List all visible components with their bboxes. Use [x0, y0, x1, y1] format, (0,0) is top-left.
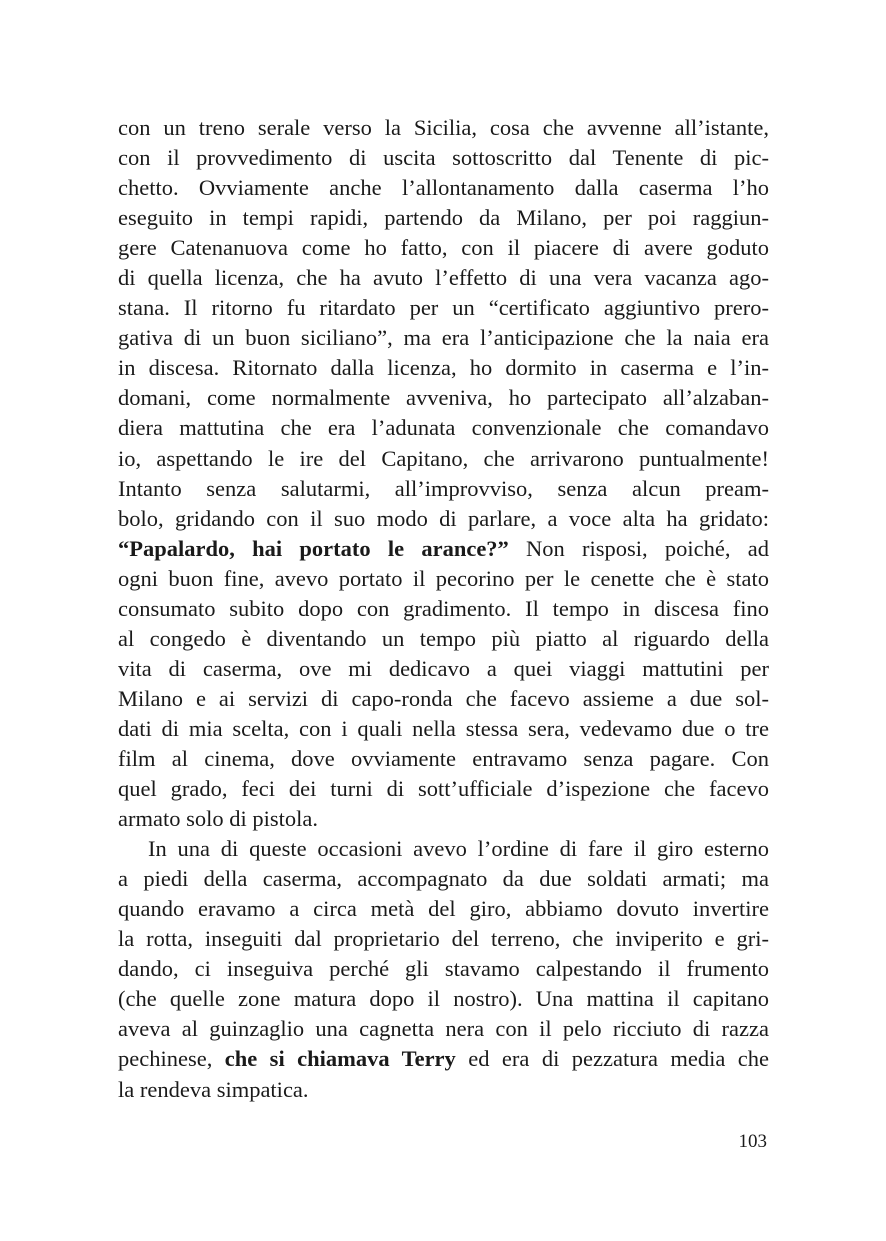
- text-run: la rendeva simpatica.: [118, 1076, 309, 1102]
- text-line: [118, 594, 769, 624]
- text-line: [118, 173, 769, 203]
- text-line: [118, 1075, 769, 1105]
- text-run: in discesa. Ritornato dalla licenza, ho dormito in caserma e l’in-: [118, 355, 769, 381]
- text-line: [118, 263, 769, 293]
- text-line: [118, 203, 769, 233]
- text-line: [118, 744, 769, 774]
- text-line: [118, 804, 769, 834]
- paragraph: [118, 113, 769, 834]
- text-run: diera mattutina che era l’adunata convenzionale che comandavo: [118, 415, 769, 441]
- text-run: a piedi della caserma, accompagnato da due soldati armati; ma: [118, 866, 769, 892]
- text-run: eseguito in tempi rapidi, partendo da Milano, per poi raggiun-: [118, 205, 769, 231]
- text-run: con un treno serale verso la Sicilia, cosa che avvenne all’istante,: [118, 115, 769, 140]
- text-line: [118, 984, 769, 1014]
- text-line: [118, 924, 769, 954]
- text-line: [118, 383, 769, 413]
- text-run: domani, come normalmente avveniva, ho partecipato all’alzaban-: [118, 385, 769, 411]
- text-run: quando eravamo a circa metà del giro, abbiamo dovuto invertire: [118, 896, 769, 922]
- text-line: [118, 774, 769, 804]
- text-line: [118, 233, 769, 263]
- text-run: armato solo di pistola.: [118, 806, 318, 832]
- text-run: aveva al guinzaglio una cagnetta nera con il pelo ricciuto di razza: [118, 1016, 769, 1042]
- text-line: [118, 714, 769, 744]
- text-run: con il provvedimento di uscita sottoscritto dal Tenente di pic-: [118, 145, 769, 171]
- text-run: Milano e ai servizi di capo-ronda che facevo assieme a due sol-: [118, 685, 769, 711]
- page-number: 103: [738, 1131, 767, 1152]
- text-run: gativa di un buon siciliano”, ma era l’anticipazione che la naia era: [118, 325, 769, 351]
- text-run: ogni buon fine, avevo portato il pecorino per le cenette che è stato: [118, 565, 769, 591]
- text-line: [118, 293, 769, 323]
- body-text: [118, 113, 769, 1105]
- text-line: [118, 474, 769, 504]
- text-run: gere Catenanuova come ho fatto, con il piacere di avere goduto: [118, 235, 769, 261]
- text-line: [118, 954, 769, 984]
- paragraph: [118, 834, 769, 1104]
- text-line: [118, 413, 769, 443]
- text-line: [118, 834, 769, 864]
- text-line: [118, 1044, 769, 1074]
- text-run: quel grado, feci dei turni di sott’ufficiale d’ispezione che facevo: [118, 776, 769, 802]
- text-run: al congedo è diventando un tempo più piatto al riguardo della: [118, 625, 769, 651]
- text-line: [118, 444, 769, 474]
- text-line: [118, 654, 769, 684]
- text-run: pechinese,: [118, 1046, 225, 1072]
- text-line: [118, 353, 769, 383]
- text-line: [118, 864, 769, 894]
- bold-text: che si chiamava Terry: [224, 1046, 456, 1072]
- text-line: [118, 564, 769, 594]
- text-run: dando, ci inseguiva perché gli stavamo calpestando il frumento: [118, 956, 769, 982]
- text-run: Intanto senza salutarmi, all’improvviso, senza alcun pream-: [118, 475, 769, 501]
- text-line: [118, 894, 769, 924]
- text-run: vita di caserma, ove mi dedicavo a quei viaggi mattutini per: [118, 655, 769, 681]
- text-line: [118, 113, 769, 143]
- text-run: (che quelle zone matura dopo il nostro). Una mattina il capitano: [118, 986, 769, 1012]
- text-run: ed era di pezzatura media che: [455, 1046, 769, 1072]
- text-line: [118, 684, 769, 714]
- text-run: io, aspettando le ire del Capitano, che arrivarono puntualmente!: [118, 445, 769, 471]
- text-line: [118, 1014, 769, 1044]
- text-run: film al cinema, dove ovviamente entravamo senza pagare. Con: [118, 745, 769, 771]
- text-line: [118, 624, 769, 654]
- text-run: In una di queste occasioni avevo l’ordine di fare il giro esterno: [148, 836, 769, 862]
- text-run: stana. Il ritorno fu ritardato per un “certificato aggiuntivo prero-: [118, 295, 769, 321]
- text-run: consumato subito dopo con gradimento. Il tempo in discesa fino: [118, 595, 769, 621]
- text-run: dati di mia scelta, con i quali nella stessa sera, vedevamo due o tre: [118, 715, 769, 741]
- text-run: di quella licenza, che ha avuto l’effetto di una vera vacanza ago-: [118, 265, 769, 291]
- text-line: [118, 534, 769, 564]
- text-line: [118, 323, 769, 353]
- text-run: bolo, gridando con il suo modo di parlare, a voce alta ha gridato:: [118, 505, 769, 531]
- text-line: [118, 504, 769, 534]
- text-run: Non risposi, poiché, ad: [508, 535, 769, 561]
- text-run: chetto. Ovviamente anche l’allontanamento dalla caserma l’ho: [118, 175, 769, 201]
- bold-text: “Papalardo, hai portato le arance?”: [118, 535, 509, 561]
- text-line: [118, 143, 769, 173]
- text-run: la rotta, inseguiti dal proprietario del terreno, che inviperito e gri-: [118, 926, 769, 952]
